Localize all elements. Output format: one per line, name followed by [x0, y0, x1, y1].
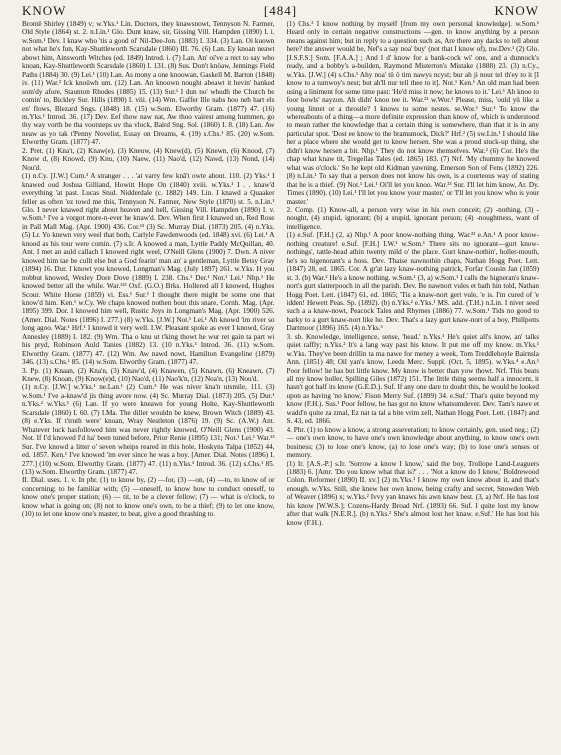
paragraph: (1) e.Suf. [F.H.] (2, a) Nhp.¹ A poor know-nothing thing. War.²³ e.An.¹ A poor know-nothing creature! e.Suf. [F.H.] I.W.¹ w.Som.¹ There sits no ignorant—gurt know-nothings', tattle-head athin twenty mild o' the place. Gurt knaw-nothin', holler-mouth, he's so higenorant's a hoss. Dev. Thaise nawnothin chaps, Nathan Hogg Poet. Lett. (1847) 28, ed. 1865. Cor. A gr'at lazy knaw-nothing patrick, Forfar Cousin Jan (1859) st. 3. (b) War.² He's a know nothing. w.Som.¹ (3, a) w.Som.¹ I calls the higneran's knaw-nort's gurt slatterpooch in all the parish. Dev. Be nawnort vules et bath hin told, Nathan Hogg Poet. Lett. (1847) 61, ed. 1865; 'Tis a knaw-nort gert vule, 'e is. I'm cured of 'e idden! Hewett Peas. Sp. (1892). (b) n.Yks.² e.Yks.¹ MS. add. (T.H.) n.Lin. I niver seed such a a knaw-nowt, Peacock Tales and Rhymes (1886) 77. w.Som.¹ Tids no good to harky to a gurt knaw-nort like he. Dev. That's a lazy gurt knaw-nort of a boy, Phillpotts Dartmoor (1896) 165. (4) n.Yks.³: [286, 231, 539, 333]
paragraph: 2. Pret. (1) Kna't, (2) Knaw(e), (3) Kneuw, (4) Knew(d), (5) Knewn, (6) Knood, (7) Know d, (8) Knowd, (9) Knu, (10) Naew, (11) Nao'd, (12) Nawd, (13) Nond, (14) Nou'd.: [22, 146, 275, 172]
paragraph: II. Dial. uses. 1. v. In phr. (1) to know by, (2) —for, (3) —on, (4) —to, to know of or concerning; to be familiar with; (5) —oneself, to know how to conduct oneself, to know one's proper station; (6) — tit, to be a clever fellow; (7) — what is o'clock, to know what is going on; (8) not to know one's own, to be a thief; (9) to let one know, (10) to let one know one's master, to beat, give a good thrashing to.: [22, 476, 275, 519]
paragraph: 3. Pp. (1) Knaan, (2) Kna'n, (3) Knaw'd, (4) Knawen, (5) Knawn, (6) Kneawn, (7) Knew, (8) Knoan, (9) Know(e)d, (10) Nao'd, (11) Nao'k'n, (12) Noa'n, (13) Nou'd.: [22, 366, 275, 384]
right-column: [287, 20, 540, 751]
header-left-headword: KNOW: [22, 3, 67, 18]
running-header: [22, 3, 539, 19]
text-columns: [22, 20, 539, 751]
paragraph: (1) n.Cy. [J.W.] w.Yks.¹ ne.Lan.¹ (2) Cum.³ He was niver kna'n utsmile, 111. (3) w.Som.¹ I've a-knaw'd jis thing avore now. (4) Sc. Murray Dial. (1873) 205. (5) Dur.¹ n.Yks.² w.Yks.¹ (6) Lan. If yo were kneawn for young Holte, Kay-Shuttleworth Scarsdale (1860) I. 60. (7) I.Ma. The diller wouldn be knew, Brown Witch (1889) 43. (8) e.Yks. If t'truth were' knoan, Wray Nestleton (1876) 19. (9) Sc. (A.W.) Ant. Whatever luck hasfollowed him was never rightly knowed, O'Neill Glens (1900) 43. Not. If I'd knowed I'd ha' been tuned before, Prior Renie (1895) 131; Not.¹ Lei.¹ War.¹³ Sur. I've knowd a litter o' seven wheips reared in this hole, Hoskyns Talpa (1852) 44, ed. 1857. Ken.¹ I've knowed 'im ever since he was a boy. [Amer. Dial. Notes (1896) I. 277.] (10) w.Som. Elworthy Gram. (1877) 47. (11) n.Yks.³ Introd. 36. (12) s.Chs.¹ 85. (13) w.Som. Elworthy Gram. (1877) 47.: [22, 383, 275, 477]
header-right-headword: KNOW: [494, 3, 539, 18]
paragraph: 3. sb. Knowledge, intelligence, sense, 'head.' n.Yks.¹ He's quiet all's know, an' talks quiet raffly; n.Yks.² It's a lang way past his know. It put me off my know. m.Yks.¹ w.Yks. They've been drillin ta ma nawe for meney a week, Tom Treddlehoyle Bairnsla Ann. (1851) 48; Oil yan's know, Leeds Merc. Suppl. (Oct. 5, 1895). w.Yks.⁴ e.An.¹ Poor fellow! he has but little know. My know is better than yow thowt. Nrf. This beats all my know holler, Spilling Giles (1872) 151. The little thing seems half a innocent, it hasn't got half its know (G.E.D.). Suf. If any one dare to doubt this, he would be looked upon as having 'no know,' Fison Merry Suf. (1899) 34. e.Suf.' That's quite beyond my know (F.H.). Sus.¹ Poor fellow, he has got no know whatsumdever. Dev. Tam's nawe et wadd'n quite za zmal, Ez nat ta tal a bite vrim zell, Nathan Hogg Poet. Lett. (1847) and S. 43, ed. 1866.: [286, 332, 539, 426]
paragraph: (1) n.Cy. [J.W.] Cum.³ A stranger . . . 'at varry few knā't owte about. 110. (2) Yks.¹ I knawed oud Joshua Gilliand, Howitt Hope On (1840) xviii. w.Yks.¹ I . . knaw'd everything 'at past. Lucas Stud. Nidderdale (c. 1882) 149. Lin. I knawd a Quaaker feller as often 'ez towd me this, Tennyson N. Farmer, New Style (1870) st. 5. n.Lin.¹ Glo. I never knawed right about heaven and hell, Gissing Vill. Hampden (1890) I. v. w.Som.¹ I've a vorgot more-n-ever he knaw'd. Dev. When first I knawed un, Red Rose in Pall Mall Mag. (Apr. 1900) 436. Cor.¹³ (3) Sc. Murray Dial. (1873) 205. (4) n.Yks. (5) Lr. Yo knewn very weel that both, Carlyle Fawdenwoods (ed. 1848) xvi. (6) Lei.¹ A knood as his tour were comin. (7) s.Ir. A knowed a man, Lyttle Paddy McQuillan, 40. Ant. I met an auld callach I knowed right weel, O'Neill Glens (1900) 7. Dwn. A niver knowed him tae be cullt else but a God fearin' man an' a gentleman, Lyttle Betsy Gray (1894) 16. Dur. I knowt you knowed, Longman's Mag. (July 1897) 261. w.Yks. H you nobbut knowed, Wesley Dore Dove (1889) I. 238. Chs.¹ Der.¹ Not.¹ Lei.¹ Nhp.¹ He knowed better all the while. War.¹²³ Oxf. (G.O.) Brks. Hollered all I knowed, Hughes Scour. White Horse (1859) vi. Ess.¹ Sur.¹ I thought there might be some one that know'd him. Ken.¹ w.Cy. We chaps knowed nothen bout this snare, Cornh. Mag. (Apr. 1895) 399. Dor. I knowed him well, Rustic Joys in Longman's Mag. (Apr. 1900) 526. (Amer. Dial. Notes (1896) I. 277.) (8) w.Yks. [J.W.] Not.¹ Lei.¹ Ah knowd 'im river so long agoo. War.¹ Hrf.¹ I knowd it very well. I.W. Pleasant spoke as ever I knowd, Gray Annesley (1889) I. 182. (9) Wm. Tha o knu ut t'king thowt he wur ret gain ta part wi his pryd, Robinson Auld Tanies (1882) 13. (10 n.Yks.³ Introd. 36. (11) w.Som. Elworthy Gram. (1877) 47. (12) Wm. Aw nawd nowt, Hamilton Evangeline (1879) 346. (13) s.Chs.¹ 85. (14) w.Som. Elworthy Gram. (1877) 47.: [22, 172, 275, 367]
left-column: [22, 20, 275, 751]
paragraph: 4. Phr. (1) to know a know, a strong asseveration; to know certainly, gen. used neg.; (2) — one's own know, to have one's own knowledge about anything, to know one's own business; (3) to lose one's know, (a) to lose one's way; (b) to lose one's senses or memory.: [286, 425, 539, 460]
paragraph: Brontë Shirley (1849) v; w.Yks.¹ Lin. Doctors, they knawsnowt, Tennyson N. Farmer, Old Style (1864) st. 2. n.Lin.¹ Glo. Dunt knaw, sir, Gissing Vill. Hampden (1890) I. i. w.Som.¹ Dev. I knaw who 'tis a good ol' Nil-Dee-Jon. (1883) I. 334. (3) Lan. Oi kuown not what he's fun, Kay-Shuttleworth Scarsdale (1860) III. 76. (6) Lan. Ey knoan neawt abowt him, Ainsworth Witches (ed. 1849) Introd. i. (7) Lan. An' oi've a rect to say who knoan, Kay-Shuttleworth Scarsdale (1860) I. 131. (8) Sus. Don't knöaw, Jennings Field Paths (1884) 30. (9) Lei.¹ (10) Lan. As mony a one knoowan, Gaskell M. Barton (1848) iv. (11) War.² Ick knoüwh um. (12) Lan. An knoown nought abeawt it hevin' banked som'dy afore, Staunton Rhodes (1885) 15. (13) Sur.¹ I dun no' whudh the Church be comin' to, Bickley Sur. Hills (1890) I. viii. (14) Wm. Gaffer Ille nabs hoo neh hart els en' flows, Blezard Sngs. (1848) 18. (15) w.Som. Elworthy Gram. (1877) 47. (16) m.Yks.¹ Introd. 36. (17) Dev. Eef thow naw nat, Aw thoo vairest among hummen, go thy way vorth be tha vootsteps uv tha vlock, Baird Sng. Sol. (1860) I. 8. (18) Lan. Aw neaw as yo tak t'Penny Novelist, Essay on Dreams, 4. (19) s.Chs.¹ 85. (20) w.Som. Elworthy Gram. (1877) 47.: [22, 20, 275, 147]
paragraph: (1) Chs.³ I know nothing by myself [from my own personal knowledge]. w.Som.¹ Heard only in certain negative constructions —gen. to know anything by a person means against him; but in reply to a question such as, Are there any dacks to tell about here? the answer would be, Nef's a say noa' buy' (not that I know of), nw.Dev.¹ (2) Glo. [J.S.F.S.] Som. [F.A.A.] ; And I d' know for a bank-cock wi' one, and a dunnock's ready, and a bobby's a-builden, Raymond Misterton's Mistake (1888) 23. (3) n.Cy., w.Yks. [J.W.] (4) s.Chs.¹ Ahy noa' tü ö tim nawys ncyst; bur ah ji nour tel th'ey to it [I know to a tumwoy's nest; but ah'll nur tell thee to it]. Not.¹ Ken.¹ An old man had been using a liniment for some time past: 'He'd miss it now; he knows to it.' Lei.¹ Ah knoo to foor bowls' nayzon. Ah didn' knoo tee it. War.²³ w.Wor.¹ Please, miss, 'ould yü like a young linnet or a throstle? I knows to some nestes. se.Wor.¹ Sur.¹ To know the whereabouts of a thing—a more definite expression than know of, which is understood to mean rather the knowledge that a certain thing is somewhere, than that it is in any particular spot. 'Dost ee know to the bramsmock, Dick?' Hrf.² (5) sw.Lin.¹ I should like her a place where she would get to know hersen. She was a proud stuck-up thing, she didn't know hersen a bit. Nhp.¹ They do not know themselves. War.² (6) Cor. He's the chap what knaw tit, Tregellas Tales (ed. 1865) 183. (7) Nrf. 'My chummy he knowed what was o'clock.' So he kept old Kidman yawning, Emerson Son of Fens (1892) 226. (8) n.Lin.¹ To say that a person does not know his own, is a courteous way of stating that he is a thief. (9) Not.¹ Lei.¹ Oi'll let you knoo. War.²³ Sur. I'll let him know, Ar. Dy. Times (1890). (10) Lei.¹ I'll let you know your master,' or 'I'll let you know who is your master.': [286, 20, 539, 206]
paragraph: 2. Comp. (1) Know-all, a person very wise in his own conceit; (2) -nothing, (3) -nought, (4) stupid, ignorant; (b) a stupid, ignorant person; (4) -noughtness, want of intelligence.: [286, 205, 539, 231]
page-number: [484]: [263, 3, 298, 18]
paragraph: (1) Ir. [A.S.-P.] s.Ir. 'Sorrow a know I know,' said the boy, Trollope Land-Leaguers (1883) 6. [Amr. 'Do you know what that is?' . . . 'Not a know do I know,' Boldrewood Colon. Reformer (1890) II. xv.] (2) m.Yks.¹ I know my own know about it, and that's enough. w.Yks. Still, she knew her own know, being crafty and secret, Snowden Web of Weaver (1896) x; w.Yks.² Ivvy yan knaws his awn knaw best. (3, a) Nrf. He has lost his know [W.W.S.]; Cozens-Hardy Broad Nrf. (1893) 66. Suf. I quite lost my know after that walk [N.E.R.]. (b) n.Yks.² She's almost lost her knaw. e.Suf.' He has lost his know (F.H.).: [286, 459, 539, 527]
